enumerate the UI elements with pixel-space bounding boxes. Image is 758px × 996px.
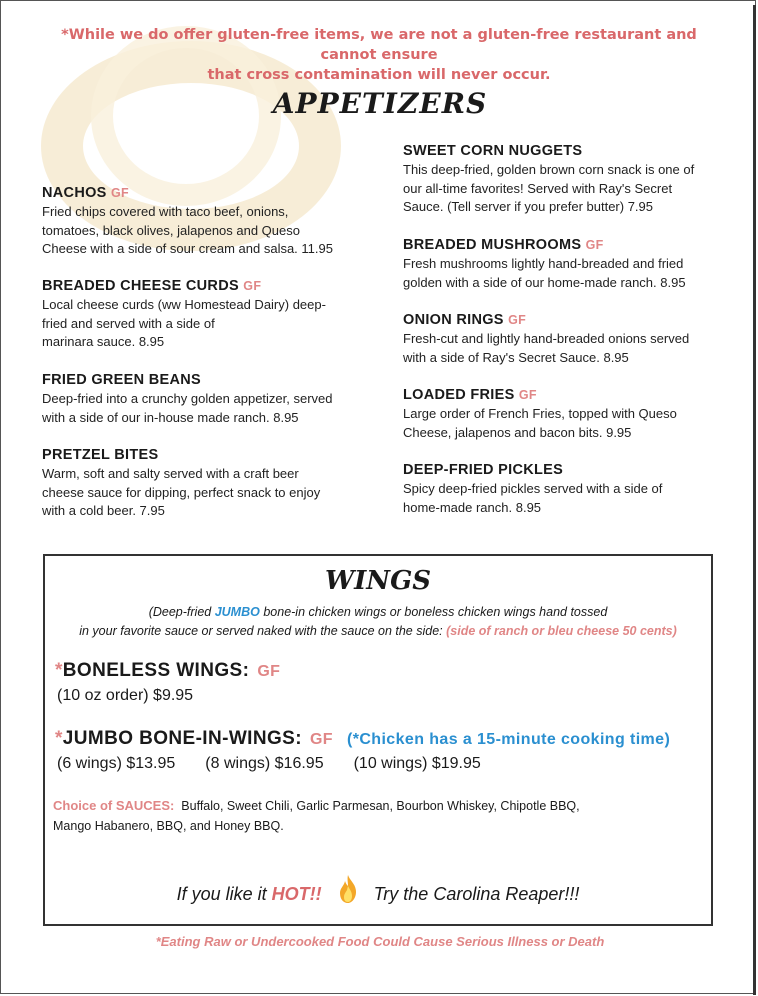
- item-description: Fried chips covered with taco beef, onions, tomatoes, black olives, jalapenos and Queso Cheese with a side of sour cream and salsa. 11.95: [42, 204, 333, 256]
- disclaimer-line: that cross contamination will never occur.: [207, 67, 551, 83]
- bone-in-wings-heading: *JUMBO BONE-IN-WINGS: GF (*Chicken has a 15-minute cooking time): [55, 728, 671, 749]
- menu-item-sweet-corn-nuggets: [403, 142, 723, 217]
- menu-item-deep-fried-pickles: [403, 461, 723, 517]
- disclaimer-line: *While we do offer gluten-free items, we are not a gluten-free restaurant and cannot ensure: [61, 27, 697, 63]
- gf-tag: GF: [518, 388, 537, 402]
- flame-icon: [337, 874, 359, 904]
- price-option: (6 wings) $13.95: [57, 755, 176, 772]
- gluten-free-disclaimer: [41, 25, 717, 85]
- undercooked-food-warning: *Eating Raw or Undercooked Food Could Cause Serious Illness or Death: [155, 934, 605, 949]
- menu-item-nachos: [42, 184, 377, 259]
- cooking-time-note: (*Chicken has a 15-minute cooking time): [346, 731, 671, 748]
- menu-item-pretzel-bites: [42, 446, 377, 521]
- sauces-label: Choice of SAUCES:: [53, 798, 175, 813]
- item-name: DEEP-FRIED PICKLES: [403, 462, 564, 478]
- item-name: LOADED FRIES: [403, 387, 515, 403]
- item-description: Warm, soft and salty served with a craft beer cheese sauce for dipping, perfect snack to enjoy with a cold beer. 7.95: [42, 466, 321, 518]
- gf-tag: GF: [309, 731, 333, 748]
- item-name: PRETZEL BITES: [42, 447, 159, 463]
- item-description: Fresh-cut and lightly hand-breaded onions served with a side of Ray's Secret Sauce. 8.95: [403, 331, 690, 365]
- item-name: NACHOS: [42, 185, 107, 201]
- ranch-note: (side of ranch or bleu cheese 50 cents): [446, 624, 677, 638]
- gf-tag: GF: [257, 663, 281, 680]
- price-option: (8 wings) $16.95: [205, 755, 324, 772]
- item-name: SWEET CORN NUGGETS: [403, 143, 583, 159]
- sauce-choices: Choice of SAUCES: Buffalo, Sweet Chili, Garlic Parmesan, Bourbon Whiskey, Chipotle BBQ, Mango Habanero, BBQ, and Honey BBQ.: [53, 798, 580, 833]
- item-description: Large order of French Fries, topped with Queso Cheese, jalapenos and bacon bits. 9.95: [403, 406, 677, 440]
- menu-item-breaded-cheese-curds: [42, 277, 377, 352]
- jumbo-highlight: JUMBO: [214, 605, 260, 619]
- item-name: ONION RINGS: [403, 312, 504, 328]
- gf-tag: GF: [585, 238, 604, 252]
- item-description: Local cheese curds (ww Homestead Dairy) deep- fried and served with a side of marinara sauce. 8.95: [42, 297, 326, 349]
- item-description: Spicy deep-fried pickles served with a side of home-made ranch. 8.95: [403, 481, 663, 515]
- menu-item-fried-green-beans: [42, 371, 377, 427]
- boneless-wings-heading: *BONELESS WINGS: GF: [55, 660, 281, 681]
- boneless-wings-price: (10 oz order) $9.95: [57, 687, 194, 704]
- menu-item-loaded-fries: [403, 386, 723, 442]
- item-description: This deep-fried, golden brown corn snack is one of our all-time favorites! Served with Ray's Secret Sauce. (Tell server if you prefer butter) 7.95: [403, 162, 695, 214]
- menu-item-onion-rings: [403, 311, 723, 367]
- gf-tag: GF: [243, 279, 262, 293]
- item-name: BREADED MUSHROOMS: [403, 237, 582, 253]
- wings-intro: (Deep-fried JUMBO bone-in chicken wings or boneless chicken wings hand tossed in your favorite sauce or served naked with the sauce on the side: (side of ranch or bleu cheese 50 cents): [79, 605, 677, 638]
- item-name: FRIED GREEN BEANS: [42, 372, 201, 388]
- bone-in-wings-prices: [57, 755, 511, 773]
- wings-section: [43, 554, 713, 926]
- carolina-reaper-callout: If you like it HOT!! Try the Carolina Reaper!!!: [45, 874, 711, 905]
- menu-item-breaded-mushrooms: [403, 236, 723, 292]
- item-name: BREADED CHEESE CURDS: [42, 278, 239, 294]
- appetizers-title: APPETIZERS: [272, 87, 488, 120]
- price-option: (10 wings) $19.95: [353, 755, 481, 772]
- item-description: Deep-fried into a crunchy golden appetizer, served with a side of our in-house made ranch. 8.95: [42, 391, 333, 425]
- gf-tag: GF: [110, 186, 129, 200]
- item-description: Fresh mushrooms lightly hand-breaded and fried golden with a side of our home-made ranch. 8.95: [403, 256, 686, 290]
- gf-tag: GF: [508, 313, 527, 327]
- wings-title: WINGS: [324, 566, 432, 596]
